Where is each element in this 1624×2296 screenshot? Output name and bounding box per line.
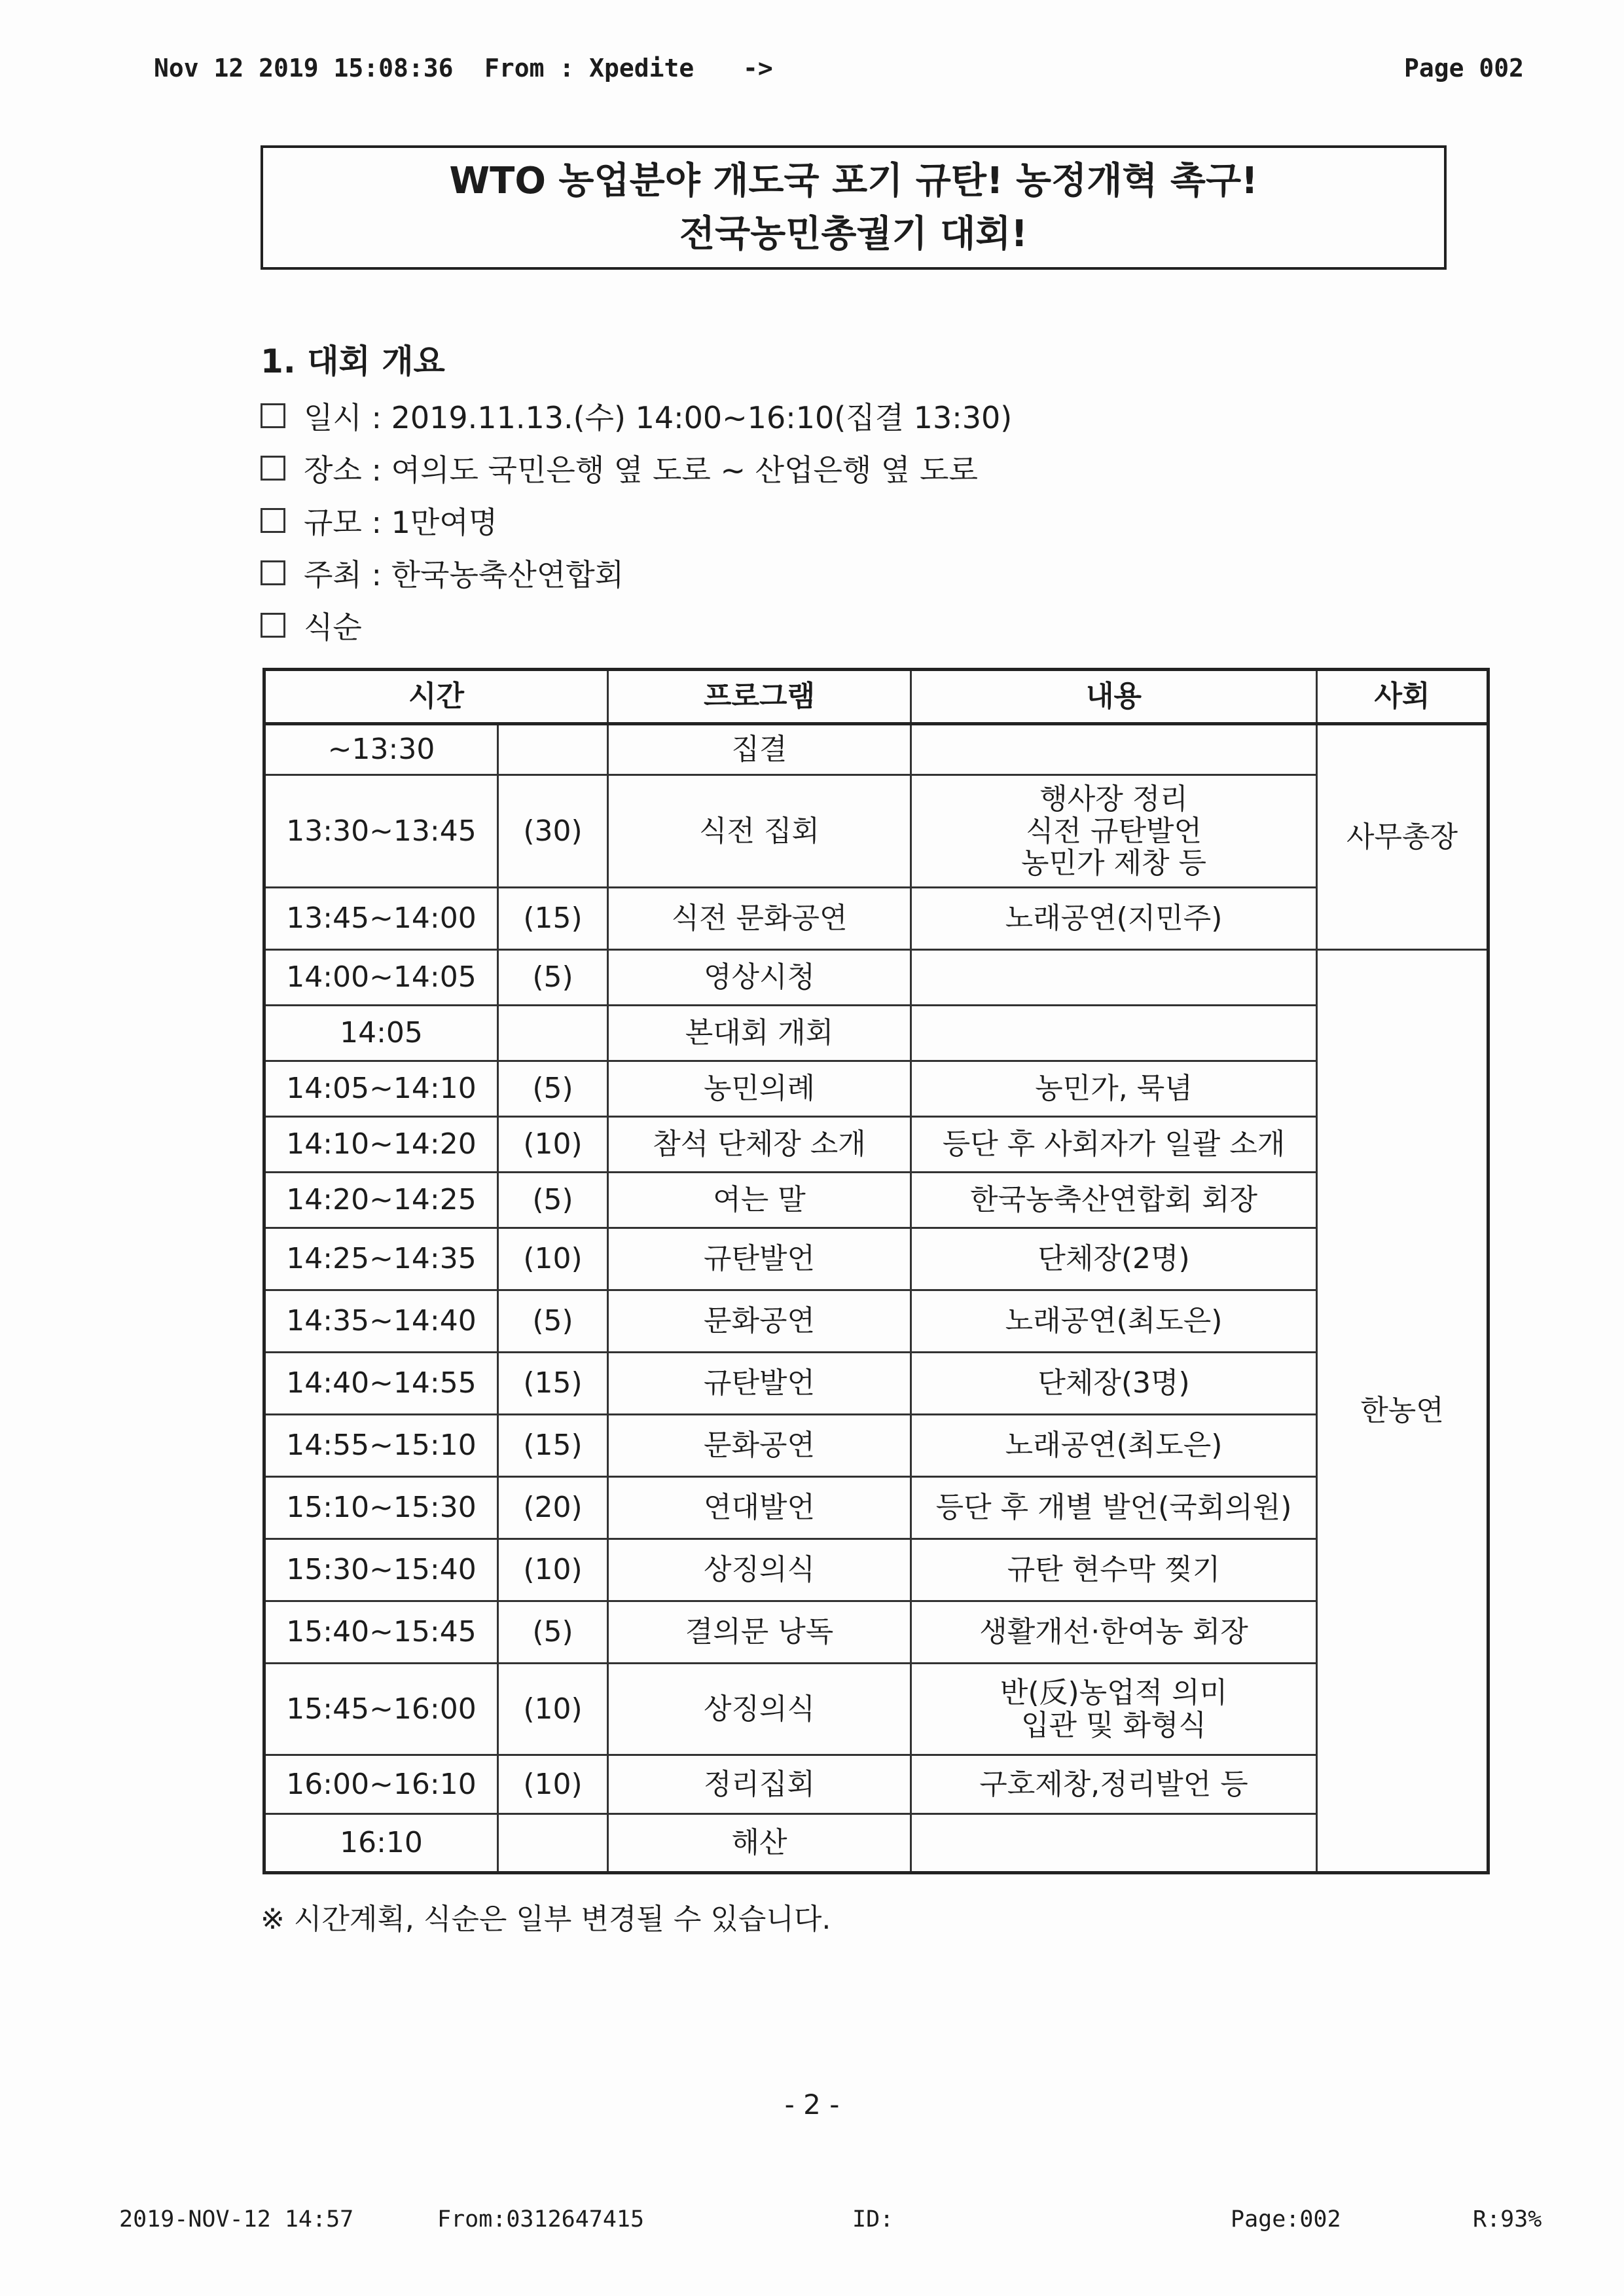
table-row [264, 1061, 1489, 1117]
checkbox-icon [261, 508, 285, 533]
program-cell: 참석 단체장 소개 [608, 1117, 911, 1173]
content-line: 한국농축산연합회 회장 [970, 1183, 1258, 1217]
content-line: 등단 후 사회자가 일괄 소개 [942, 1127, 1286, 1161]
content-line: 노래공연(최도은) [1005, 1429, 1223, 1463]
fax-footer-id: ID: [852, 2206, 894, 2232]
content-cell [911, 1173, 1317, 1228]
time-cell: 15:30~15:40 [264, 1539, 498, 1601]
content-cell [911, 775, 1317, 888]
info-item [261, 442, 1012, 494]
program-cell: 규탄발언 [608, 1228, 911, 1290]
fax-footer [0, 2206, 1624, 2239]
content-line: 등단 후 개별 발언(국회의원) [935, 1491, 1292, 1525]
time-cell: 16:00~16:10 [264, 1755, 498, 1814]
info-item [261, 599, 1012, 651]
content-cell [911, 1664, 1317, 1755]
content-cell [911, 1415, 1317, 1477]
time-cell: 15:45~16:00 [264, 1664, 498, 1755]
program-cell: 문화공연 [608, 1415, 911, 1477]
time-cell: 15:10~15:30 [264, 1477, 498, 1539]
table-row [264, 1290, 1489, 1353]
program-cell: 집결 [608, 724, 911, 775]
content-cell [911, 1290, 1317, 1353]
info-item [261, 547, 1012, 599]
duration-cell: (15) [498, 1353, 608, 1415]
content-line: 식전 규탄발언 [1026, 814, 1202, 848]
content-line: 규탄 현수막 찢기 [1007, 1553, 1221, 1587]
content-line: 구호제창,정리발언 등 [979, 1767, 1248, 1801]
duration-cell [498, 724, 608, 775]
program-cell: 연대발언 [608, 1477, 911, 1539]
info-item-text: 주최 : 한국농축산연합회 [304, 557, 624, 592]
schedule-table [262, 668, 1490, 1874]
program-cell: 결의문 낭독 [608, 1601, 911, 1664]
duration-cell: (5) [498, 1601, 608, 1664]
header-host: 사회 [1317, 670, 1489, 724]
document-title [261, 145, 1447, 270]
content-cell [911, 1601, 1317, 1664]
content-cell [911, 1353, 1317, 1415]
page-number: - 2 - [784, 2088, 840, 2121]
content-cell [911, 1477, 1317, 1539]
table-row [264, 1664, 1489, 1755]
content-line: 노래공연(최도은) [1005, 1304, 1223, 1338]
time-cell: 13:30~13:45 [264, 775, 498, 888]
duration-cell: (5) [498, 1173, 608, 1228]
table-row [264, 1601, 1489, 1664]
table-row [264, 1755, 1489, 1814]
program-cell: 본대회 개회 [608, 1006, 911, 1061]
duration-cell: (15) [498, 1415, 608, 1477]
content-cell [911, 1539, 1317, 1601]
time-cell: 14:40~14:55 [264, 1353, 498, 1415]
content-cell [911, 888, 1317, 950]
program-cell: 식전 집회 [608, 775, 911, 888]
checkbox-icon [261, 613, 285, 638]
content-line: 노래공연(지민주) [1005, 902, 1223, 936]
program-cell: 여는 말 [608, 1173, 911, 1228]
content-cell [911, 724, 1317, 775]
table-row [264, 775, 1489, 888]
table-row [264, 950, 1489, 1006]
host-cell: 사무총장 [1317, 724, 1489, 950]
duration-cell [498, 1006, 608, 1061]
content-cell [911, 1814, 1317, 1873]
info-item-text: 일시 : 2019.11.13.(수) 14:00~16:10(집결 13:30) [304, 400, 1013, 435]
duration-cell: (10) [498, 1228, 608, 1290]
content-line: 입관 및 화형식 [1021, 1708, 1207, 1742]
fax-footer-ratio: R:93% [1473, 2206, 1542, 2232]
fax-datetime: Nov 12 2019 15:08:36 [154, 54, 454, 82]
fax-arrow: -> [743, 54, 773, 82]
content-line: 행사장 정리 [1039, 782, 1188, 816]
table-row [264, 1173, 1489, 1228]
fax-page: Page 002 [1404, 54, 1525, 82]
duration-cell: (10) [498, 1539, 608, 1601]
schedule-body [264, 724, 1489, 1873]
table-row [264, 1353, 1489, 1415]
table-row [264, 1539, 1489, 1601]
time-cell: 13:45~14:00 [264, 888, 498, 950]
content-cell [911, 950, 1317, 1006]
duration-cell: (30) [498, 775, 608, 888]
time-cell: 14:55~15:10 [264, 1415, 498, 1477]
table-row [264, 1228, 1489, 1290]
checkbox-icon [261, 560, 285, 585]
duration-cell: (10) [498, 1117, 608, 1173]
table-row [264, 888, 1489, 950]
program-cell: 농민의례 [608, 1061, 911, 1117]
table-row [264, 1415, 1489, 1477]
table-row [264, 1117, 1489, 1173]
fax-footer-from: From:0312647415 [437, 2206, 645, 2232]
content-line: 반(反)농업적 의미 [1000, 1676, 1228, 1710]
duration-cell: (15) [498, 888, 608, 950]
time-cell: 14:20~14:25 [264, 1173, 498, 1228]
program-cell: 해산 [608, 1814, 911, 1873]
info-item [261, 390, 1012, 442]
program-cell: 규탄발언 [608, 1353, 911, 1415]
table-header-row [264, 670, 1489, 724]
content-cell [911, 1061, 1317, 1117]
content-cell [911, 1006, 1317, 1061]
title-line-1: WTO 농업분야 개도국 포기 규탄! 농정개혁 촉구! [449, 159, 1258, 202]
table-row [264, 1006, 1489, 1061]
program-cell: 상징의식 [608, 1539, 911, 1601]
header-program: 프로그램 [608, 670, 911, 724]
fax-header [0, 54, 1624, 93]
duration-cell: (5) [498, 950, 608, 1006]
duration-cell: (5) [498, 1061, 608, 1117]
info-item-text: 식순 [304, 610, 362, 645]
content-cell [911, 1228, 1317, 1290]
footnote: ※ 시간계획, 식순은 일부 변경될 수 있습니다. [261, 1903, 831, 1936]
table-row [264, 724, 1489, 775]
duration-cell: (10) [498, 1664, 608, 1755]
program-cell: 식전 문화공연 [608, 888, 911, 950]
content-line: 단체장(3명) [1038, 1366, 1190, 1400]
content-line: 농민가 제창 등 [1021, 847, 1207, 881]
checkbox-icon [261, 456, 285, 481]
program-cell: 정리집회 [608, 1755, 911, 1814]
header-content: 내용 [911, 670, 1317, 724]
time-cell: 14:10~14:20 [264, 1117, 498, 1173]
fax-footer-datetime: 2019-NOV-12 14:57 [119, 2206, 354, 2232]
duration-cell: (5) [498, 1290, 608, 1353]
table-row [264, 1814, 1489, 1873]
content-line: 생활개선·한여농 회장 [979, 1615, 1248, 1649]
content-cell [911, 1755, 1317, 1814]
time-cell: ~13:30 [264, 724, 498, 775]
info-list [261, 390, 1012, 651]
duration-cell [498, 1814, 608, 1873]
time-cell: 14:05 [264, 1006, 498, 1061]
time-cell: 14:25~14:35 [264, 1228, 498, 1290]
checkbox-icon [261, 403, 285, 428]
program-cell: 상징의식 [608, 1664, 911, 1755]
content-line: 농민가, 묵념 [1035, 1072, 1193, 1106]
host-cell: 한농연 [1317, 950, 1489, 1873]
content-line: 단체장(2명) [1038, 1242, 1190, 1276]
duration-cell: (10) [498, 1755, 608, 1814]
content-cell [911, 1117, 1317, 1173]
time-cell: 15:40~15:45 [264, 1601, 498, 1664]
program-cell: 영상시청 [608, 950, 911, 1006]
time-cell: 14:00~14:05 [264, 950, 498, 1006]
fax-from: From : Xpedite [484, 54, 695, 82]
time-cell: 14:05~14:10 [264, 1061, 498, 1117]
table-row [264, 1477, 1489, 1539]
info-item [261, 494, 1012, 547]
info-item-text: 장소 : 여의도 국민은행 옆 도로 ~ 산업은행 옆 도로 [304, 452, 978, 488]
info-item-text: 규모 : 1만여명 [304, 505, 498, 540]
header-time: 시간 [264, 670, 608, 724]
program-cell: 문화공연 [608, 1290, 911, 1353]
section-heading: 1. 대회 개요 [261, 342, 445, 380]
title-line-2: 전국농민총궐기 대회! [679, 213, 1028, 255]
time-cell: 14:35~14:40 [264, 1290, 498, 1353]
duration-cell: (20) [498, 1477, 608, 1539]
time-cell: 16:10 [264, 1814, 498, 1873]
fax-footer-page: Page:002 [1231, 2206, 1341, 2232]
